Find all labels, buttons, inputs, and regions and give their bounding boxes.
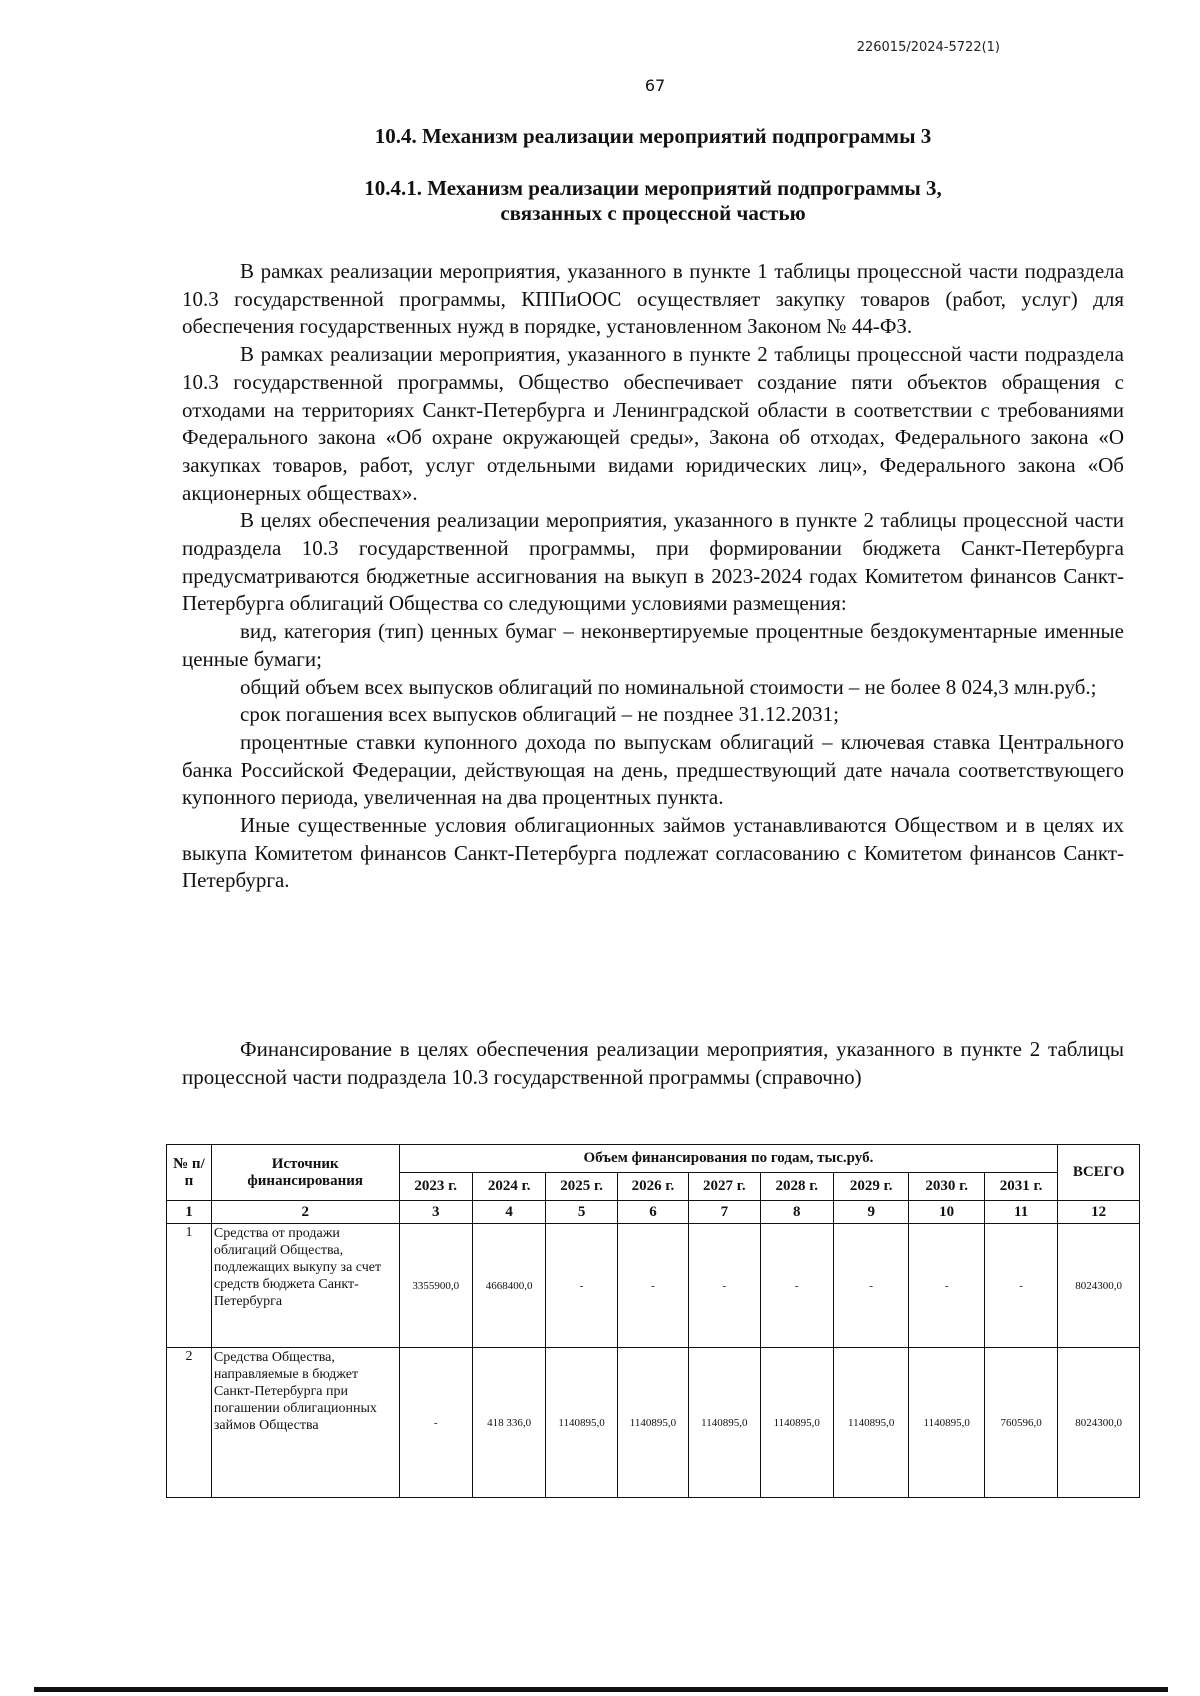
row-value: 1140895,0 [909, 1348, 984, 1498]
paragraph-other-terms: Иные существенные условия облигационных займов устанавливаются Обществом и в целях их выкупа Комитетом финансов Санкт-Петербурга подлежат согласованию с Комитетом финансов Санкт-Петербурга. [182, 813, 1124, 893]
subsection-heading [182, 176, 1124, 226]
row-number: 2 [167, 1348, 212, 1498]
column-number: 11 [984, 1201, 1057, 1224]
header-year: 2027 г. [689, 1173, 760, 1201]
subsection-heading-line-1: 10.4.1. Механизм реализации мероприятий подпрограммы 3, [364, 176, 942, 200]
subsection-heading-line-2: связанных с процессной частью [500, 201, 806, 225]
header-number: № п/п [167, 1145, 212, 1201]
header-total: ВСЕГО [1058, 1145, 1140, 1201]
paragraph-maturity: срок погашения всех выпусков облигаций – не позднее 31.12.2031; [240, 702, 840, 727]
header-volume: Объем финансирования по годам, тыс.руб. [399, 1145, 1058, 1173]
row-value: 3355900,0 [399, 1224, 472, 1348]
row-value: - [909, 1224, 984, 1348]
section-heading: 10.4. Механизм реализации мероприятий подпрограммы 3 [374, 124, 932, 148]
row-value: - [833, 1224, 908, 1348]
column-number-row [167, 1201, 1140, 1224]
column-number: 6 [617, 1201, 688, 1224]
row-value: - [546, 1224, 617, 1348]
row-total: 8024300,0 [1058, 1224, 1140, 1348]
header-year: 2024 г. [472, 1173, 545, 1201]
row-value: 1140895,0 [617, 1348, 688, 1498]
row-value: - [617, 1224, 688, 1348]
header-year: 2030 г. [909, 1173, 984, 1201]
header-year: 2026 г. [617, 1173, 688, 1201]
row-value: - [399, 1348, 472, 1498]
row-value: - [760, 1224, 833, 1348]
financing-table [166, 1144, 1140, 1498]
column-number: 5 [546, 1201, 617, 1224]
column-number: 2 [211, 1201, 399, 1224]
header-year: 2029 г. [833, 1173, 908, 1201]
table-caption: Финансирование в целях обеспечения реализации мероприятия, указанного в пункте 2 таблицы процессной части подраздела 10.3 государственной программы (справочно) [182, 1037, 1124, 1089]
header-year: 2031 г. [984, 1173, 1057, 1201]
header-source: Источник финансирования [211, 1145, 399, 1201]
page-number: 67 [644, 76, 666, 95]
column-number: 8 [760, 1201, 833, 1224]
row-value: - [689, 1224, 760, 1348]
column-number: 7 [689, 1201, 760, 1224]
column-number: 3 [399, 1201, 472, 1224]
paragraph-coupon-rate: процентные ставки купонного дохода по выпускам облигаций – ключевая ставка Центрального банка Российской Федерации, действующая на день, предшествующий дате начала соответствующего купонного периода, увеличенная на два процентных пункта. [182, 729, 1124, 810]
document-id: 226015/2024-5722(1) [856, 40, 1000, 55]
row-value: 4668400,0 [472, 1224, 545, 1348]
row-value: - [984, 1224, 1057, 1348]
column-number: 10 [909, 1201, 984, 1224]
header-year: 2028 г. [760, 1173, 833, 1201]
column-number: 12 [1058, 1201, 1140, 1224]
header-year: 2023 г. [399, 1173, 472, 1201]
table-row [167, 1224, 1140, 1348]
paragraph-budget: В целях обеспечения реализации мероприятия, указанного в пункте 2 таблицы процессной части подраздела 10.3 государственной программы, при формировании бюджета Санкт-Петербурга предусматриваются бюджетные ассигнования на выкуп в 2023-2024 годах Комитетом финансов Санкт-Петербурга облигаций Общества со следующими условиями размещения: [182, 508, 1124, 616]
paragraph-security-type: вид, категория (тип) ценных бумаг – неконвертируемые процентные бездокументарные именные ценные бумаги; [182, 619, 1124, 671]
row-value: 1140895,0 [689, 1348, 760, 1498]
body-text [182, 258, 1124, 895]
row-value: 760596,0 [984, 1348, 1057, 1498]
row-total: 8024300,0 [1058, 1348, 1140, 1498]
row-value: 418 336,0 [472, 1348, 545, 1498]
header-year: 2025 г. [546, 1173, 617, 1201]
column-number: 4 [472, 1201, 545, 1224]
paragraph-procurement: В рамках реализации мероприятия, указанного в пункте 1 таблицы процессной части подраздела 10.3 государственной программы, КППиООС осуществляет закупку товаров (работ, услуг) для обеспечения государственных нужд в порядке, установленном Законом № 44-ФЗ. [182, 259, 1124, 339]
table-row [167, 1348, 1140, 1498]
column-number: 9 [833, 1201, 908, 1224]
paragraph-facilities: В рамках реализации мероприятия, указанного в пункте 2 таблицы процессной части подраздела 10.3 государственной программы, Общество обеспечивает создание пяти объектов обращения с отходами на территориях Санкт-Петербурга и Ленинградской области в соответствии с требованиями Федерального закона «Об охране окружающей среды», Закона об отходах, Федерального закона «О закупках товаров, работ, услуг отдельными видами юридических лиц», Федерального закона «Об акционерных обществах». [182, 342, 1124, 505]
row-source: Средства Общества, направляемые в бюджет Санкт-Петербурга при погашении облигационных займов Общества [211, 1348, 399, 1498]
scan-edge-bar [34, 1687, 1168, 1692]
row-value: 1140895,0 [760, 1348, 833, 1498]
paragraph-total-volume: общий объем всех выпусков облигаций по номинальной стоимости – не более 8 024,3 млн.руб.; [240, 674, 1097, 699]
column-number: 1 [167, 1201, 212, 1224]
row-number: 1 [167, 1224, 212, 1348]
row-value: 1140895,0 [546, 1348, 617, 1498]
row-value: 1140895,0 [833, 1348, 908, 1498]
row-source: Средства от продажи облигаций Общества, подлежащих выкупу за счет средств бюджета Санкт-Петербурга [211, 1224, 399, 1348]
